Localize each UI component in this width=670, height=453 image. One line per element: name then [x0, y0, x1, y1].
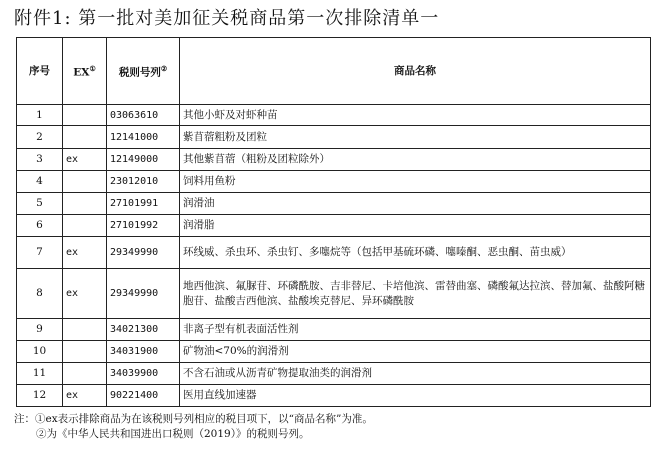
cell-code: 34039900	[107, 363, 180, 385]
cell-ex: ex	[63, 149, 107, 171]
cell-code: 34031900	[107, 341, 180, 363]
table-row	[17, 363, 651, 385]
table-row	[17, 193, 651, 215]
cell-seq: 8	[17, 269, 63, 319]
table-row	[17, 105, 651, 126]
cell-name: 医用直线加速器	[180, 385, 651, 407]
header-code-label: 税则号列	[118, 66, 161, 79]
header-ex-label: EX	[73, 66, 90, 79]
header-name: 商品名称	[180, 38, 651, 105]
cell-ex: ex	[63, 237, 107, 269]
cell-code: 23012010	[107, 171, 180, 193]
cell-seq: 3	[17, 149, 63, 171]
cell-code: 27101991	[107, 193, 180, 215]
cell-name: 环线威、杀虫环、杀虫钉、多噻烷等（包括甲基硫环磷、噻嗪酮、恶虫酮、苗虫威）	[180, 237, 651, 269]
table-row	[17, 269, 651, 319]
cell-seq: 12	[17, 385, 63, 407]
cell-name: 不含石油或从沥青矿物提取油类的润滑剂	[180, 363, 651, 385]
cell-code: 90221400	[107, 385, 180, 407]
cell-seq: 2	[17, 126, 63, 149]
table-row	[17, 126, 651, 149]
cell-name: 其他小虾及对虾种苗	[180, 105, 651, 126]
table-row	[17, 385, 651, 407]
cell-code: 03063610	[107, 105, 180, 126]
table-row	[17, 149, 651, 171]
cell-name: 其他紫苜蓿（粗粉及团粒除外）	[180, 149, 651, 171]
cell-name: 润滑油	[180, 193, 651, 215]
cell-ex	[63, 363, 107, 385]
page-title: 附件1: 第一批对美加征关税商品第一次排除清单一	[14, 8, 440, 29]
cell-seq: 10	[17, 341, 63, 363]
cell-ex	[63, 105, 107, 126]
header-ex-footnote: ①	[89, 64, 96, 74]
table-row	[17, 171, 651, 193]
cell-ex	[63, 171, 107, 193]
cell-code: 34021300	[107, 319, 180, 341]
cell-ex: ex	[63, 269, 107, 319]
footnotes	[14, 412, 373, 442]
cell-ex	[63, 215, 107, 237]
cell-seq: 6	[17, 215, 63, 237]
cell-code: 29349990	[107, 269, 180, 319]
table-header-row	[17, 38, 651, 105]
cell-name: 紫苜蓿粗粉及团粒	[180, 126, 651, 149]
cell-name: 润滑脂	[180, 215, 651, 237]
header-code-footnote: ②	[160, 64, 168, 74]
cell-ex	[63, 341, 107, 363]
header-seq: 序号	[17, 38, 63, 105]
header-code	[107, 38, 180, 105]
cell-seq: 4	[17, 171, 63, 193]
cell-ex	[63, 193, 107, 215]
cell-code: 29349990	[107, 237, 180, 269]
cell-code: 12149000	[107, 149, 180, 171]
cell-name: 饲料用鱼粉	[180, 171, 651, 193]
exclusion-table	[16, 37, 651, 407]
table-row	[17, 341, 651, 363]
footnote-2: ②为《中华人民共和国进出口税则（2019）》的税则号列。	[36, 428, 310, 440]
footnote-1: 注：①ex表示排除商品为在该税则号列相应的税目项下，以“商品名称”为准。	[14, 413, 373, 425]
cell-ex: ex	[63, 385, 107, 407]
cell-seq: 5	[17, 193, 63, 215]
cell-seq: 11	[17, 363, 63, 385]
cell-name: 地西他滨、氟脲苷、环磷酰胺、吉非替尼、卡培他滨、雷替曲塞、磷酸氟达拉滨、替加氟、盐酸阿糖胞苷、盐酸吉西他滨、盐酸埃克替尼、异环磷酰胺	[180, 269, 651, 319]
table-row	[17, 237, 651, 269]
table-row	[17, 215, 651, 237]
cell-ex	[63, 319, 107, 341]
cell-code: 12141000	[107, 126, 180, 149]
cell-name: 矿物油<70%的润滑剂	[180, 341, 651, 363]
cell-code: 27101992	[107, 215, 180, 237]
table-row	[17, 319, 651, 341]
cell-ex	[63, 126, 107, 149]
table-body	[17, 105, 651, 407]
cell-seq: 7	[17, 237, 63, 269]
header-ex	[63, 38, 107, 105]
cell-seq: 1	[17, 105, 63, 126]
cell-seq: 9	[17, 319, 63, 341]
cell-name: 非离子型有机表面活性剂	[180, 319, 651, 341]
